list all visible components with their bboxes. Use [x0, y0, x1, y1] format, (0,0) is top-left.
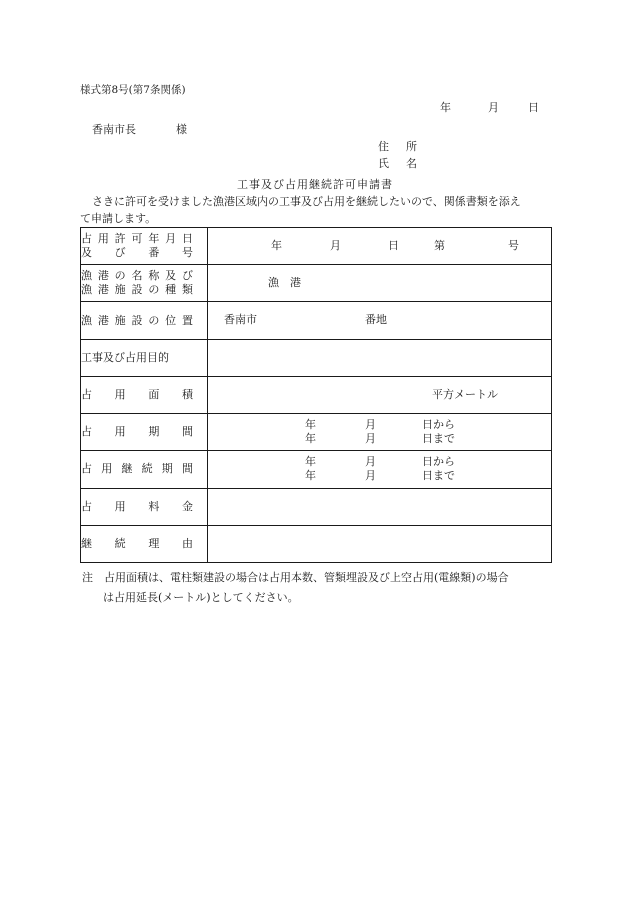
permit-date-number-label: 占 用 許 可 年 月 日 及 び 番 号 — [81, 228, 208, 265]
continuation-period-field[interactable]: 年 月 日から 年 月 日まで — [208, 451, 552, 488]
continuation-period-label: 占 用 継 続 期 間 — [81, 451, 208, 488]
port-name-facility-field[interactable]: 漁 港 — [208, 265, 552, 302]
occupied-area-field[interactable]: 平方メートル — [208, 376, 552, 413]
facility-location-label: 漁 港 施 設 の 位 置 — [81, 302, 208, 339]
continuation-reason-label: 継 続 理 由 — [81, 525, 208, 562]
facility-location-field[interactable]: 香南市 番地 — [208, 302, 552, 339]
table-row — [81, 488, 552, 525]
date-day: 日 — [528, 101, 539, 114]
table-row — [81, 339, 552, 376]
table-row — [81, 228, 552, 265]
table-row — [81, 414, 552, 451]
occupancy-fee-label: 占 用 料 金 — [81, 488, 208, 525]
port-name-facility-label: 漁 港 の 名 称 及 び 漁 港 施 設 の 種 類 — [81, 265, 208, 302]
addressee — [92, 123, 187, 137]
addressee-honorific: 様 — [176, 123, 187, 136]
table-row — [81, 451, 552, 488]
form-number: 様式第8号(第7条関係) — [80, 84, 186, 96]
permit-date-number-field[interactable]: 年 月 日 第 号 — [208, 228, 552, 265]
date-month: 月 — [488, 101, 499, 114]
table-row — [81, 265, 552, 302]
page-title: 工事及び占用継続許可申請書 — [237, 178, 393, 191]
table-row — [81, 302, 552, 339]
note-line2: は占用延長(メートル)としてください。 — [103, 591, 299, 604]
occupancy-fee-field[interactable] — [208, 488, 552, 525]
purpose-field[interactable] — [208, 339, 552, 376]
name-label: 氏 名 — [378, 157, 417, 170]
date-year: 年 — [440, 101, 451, 114]
purpose-label: 工事及び占用目的 — [81, 339, 208, 376]
continuation-reason-field[interactable] — [208, 525, 552, 562]
intro-text-line2: て申請します。 — [80, 212, 157, 225]
table-row — [81, 525, 552, 562]
address-label: 住 所 — [378, 140, 417, 153]
occupied-area-label: 占 用 面 積 — [81, 376, 208, 413]
occupancy-period-label: 占 用 期 間 — [81, 414, 208, 451]
occupancy-period-field[interactable]: 年 月 日から 年 月 日まで — [208, 414, 552, 451]
application-date — [440, 101, 539, 115]
table-row — [81, 376, 552, 413]
application-table — [80, 227, 552, 563]
addressee-name: 香南市長 — [92, 123, 136, 136]
note-line1: 注 占用面積は、電柱類建設の場合は占用本数、管類埋設及び上空占用(電線類)の場合 — [82, 571, 509, 584]
intro-text-line1: さきに許可を受けました漁港区域内の工事及び占用を継続したいので、関係書類を添え — [92, 195, 521, 208]
